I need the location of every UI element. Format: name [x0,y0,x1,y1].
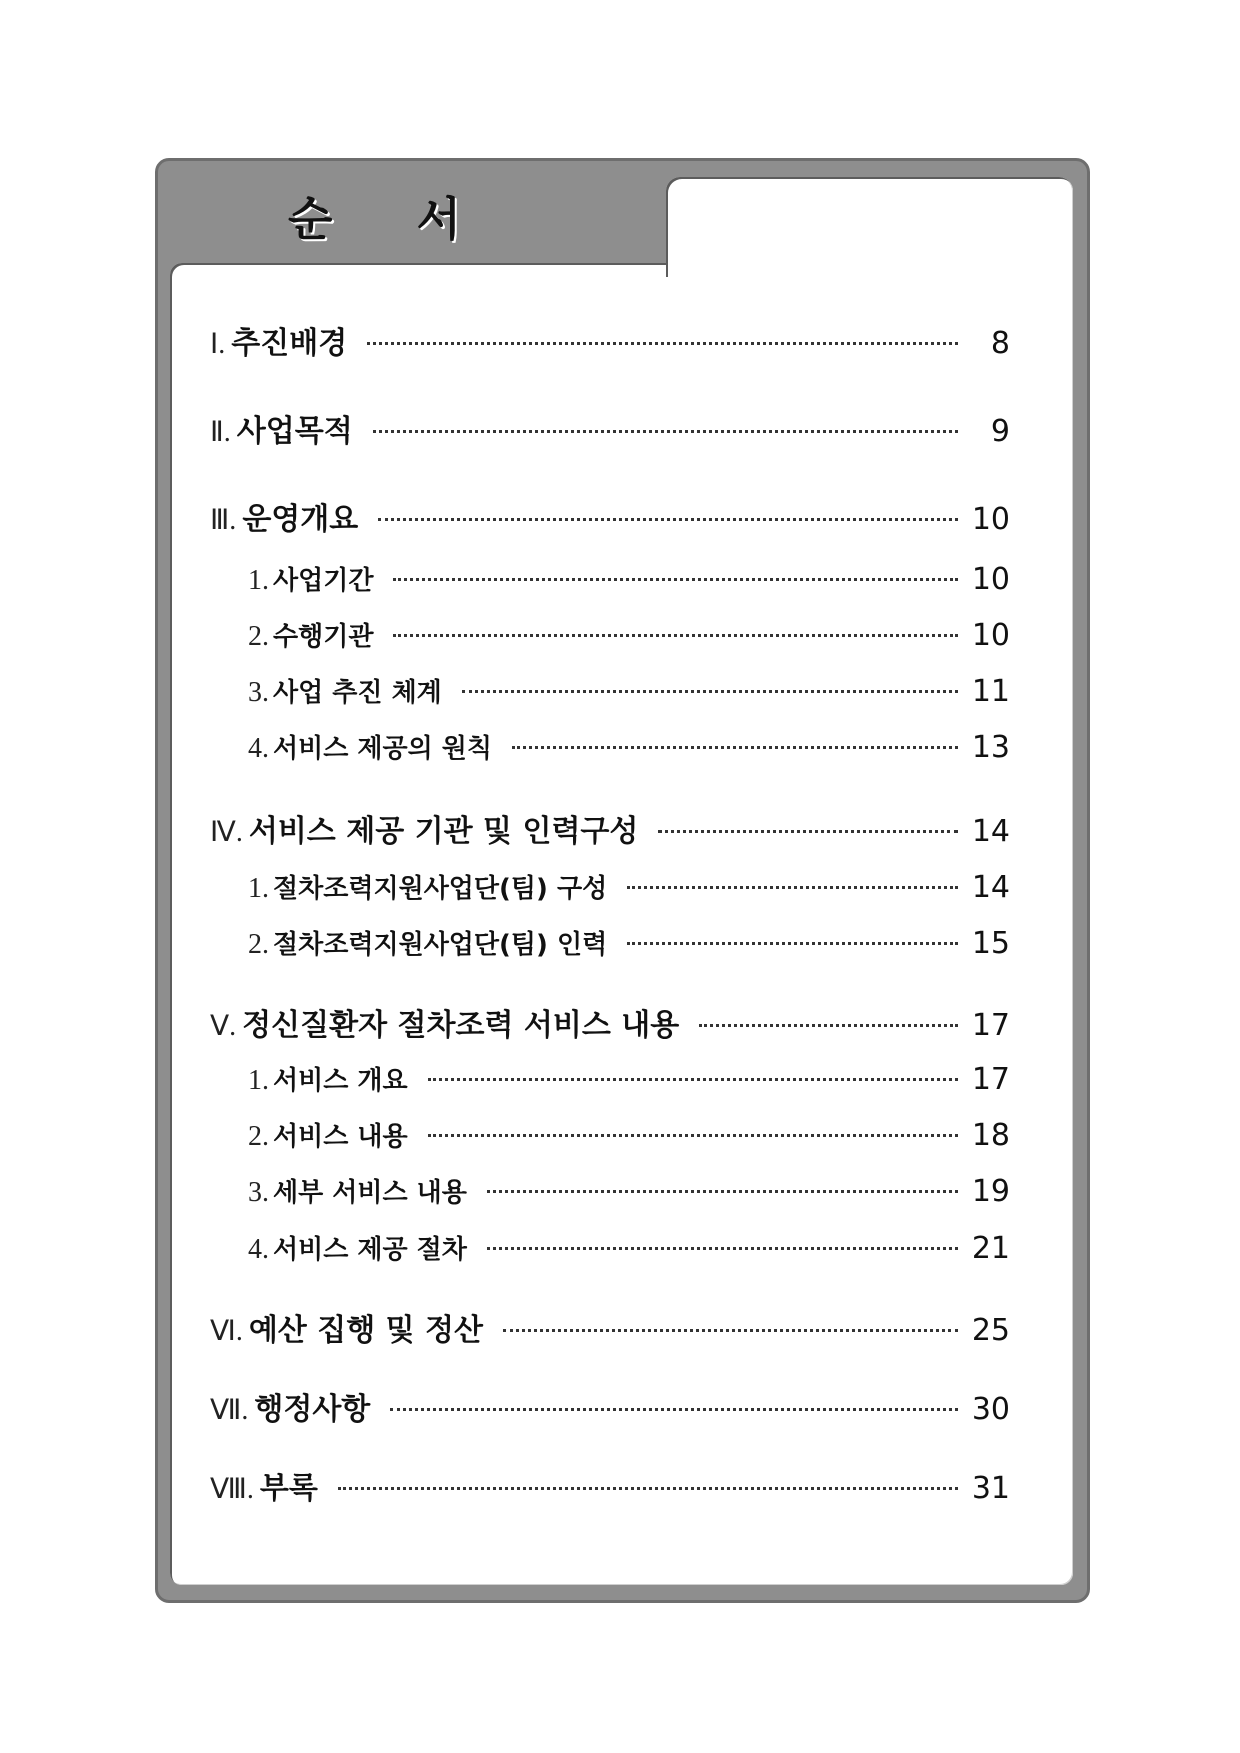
toc-numeral: Ⅷ. [210,1474,254,1505]
toc-numeral: 3. [248,1177,269,1208]
dot-leader [428,1134,958,1137]
toc-entry-8[interactable] [210,1463,1010,1507]
toc-label: 사업기간 [273,566,374,596]
page-title: 순 서 [288,192,495,246]
toc-label: 절차조력지원사업단(팀) 구성 [273,874,608,904]
toc-numeral: Ⅶ. [210,1395,249,1426]
toc-entry-4[interactable] [210,806,1010,850]
dot-leader [428,1078,958,1081]
toc-page: 11 [971,674,1010,709]
toc-page: 14 [971,870,1010,905]
toc-subentry-3-3[interactable] [210,672,1010,709]
toc-subentry-5-1[interactable] [210,1060,1010,1097]
toc-numeral: Ⅲ. [210,505,237,536]
toc-subentry-4-2[interactable] [210,924,1010,961]
toc-page: 9 [990,414,1010,449]
toc-entry-7[interactable] [210,1384,1010,1428]
dot-leader [512,746,958,749]
dot-leader [393,578,957,581]
dot-leader [390,1408,958,1411]
toc-label: 행정사항 [254,1392,371,1427]
toc-numeral: Ⅱ. [210,417,231,448]
dot-leader [503,1329,958,1332]
toc-page: 13 [971,730,1010,765]
toc-numeral: 2. [248,621,269,652]
toc-page: 10 [971,618,1010,653]
dot-leader [627,942,958,945]
toc-label: 서비스 내용 [273,1122,408,1152]
toc-subentry-3-2[interactable] [210,616,1010,653]
toc-label: 서비스 제공 절차 [273,1235,467,1265]
table-of-contents [210,0,1010,1753]
toc-page: 30 [971,1392,1010,1427]
dot-leader [658,830,957,833]
toc-subentry-3-1[interactable] [210,560,1010,597]
toc-entry-5[interactable] [210,1000,1010,1044]
toc-entry-6[interactable] [210,1305,1010,1349]
toc-label: 운영개요 [242,502,359,537]
toc-numeral: 1. [248,873,269,904]
toc-page: 17 [971,1062,1010,1097]
toc-label: 서비스 제공의 원칙 [273,734,493,764]
toc-page: 8 [990,326,1010,361]
toc-numeral: Ⅴ. [210,1011,237,1042]
dot-leader [462,690,958,693]
toc-label: 절차조력지원사업단(팀) 인력 [273,930,608,960]
toc-numeral: 2. [248,929,269,960]
dot-leader [393,634,957,637]
toc-page: 17 [971,1008,1010,1043]
toc-numeral: Ⅰ. [210,329,226,360]
dot-leader [627,886,958,889]
toc-entry-1[interactable] [210,318,1010,362]
toc-page: 18 [971,1118,1010,1153]
toc-label: 수행기관 [273,622,374,652]
toc-page: 10 [971,562,1010,597]
toc-label: 정신질환자 절차조력 서비스 내용 [242,1008,680,1043]
toc-numeral: 1. [248,1065,269,1096]
dot-leader [367,342,958,345]
toc-page: 10 [971,502,1010,537]
toc-numeral: Ⅵ. [210,1316,243,1347]
toc-subentry-3-4[interactable] [210,728,1010,765]
toc-label: 서비스 개요 [273,1066,408,1096]
toc-entry-2[interactable] [210,406,1010,450]
toc-label: 추진배경 [231,326,348,361]
toc-page: 19 [971,1174,1010,1209]
toc-page: 14 [971,814,1010,849]
toc-subentry-5-4[interactable] [210,1229,1010,1266]
toc-label: 부록 [259,1471,318,1506]
dot-leader [378,518,958,521]
toc-numeral: 3. [248,677,269,708]
toc-label: 세부 서비스 내용 [273,1178,467,1208]
toc-label: 사업 추진 체계 [273,678,442,708]
dot-leader [487,1247,958,1250]
toc-page: 25 [971,1313,1010,1348]
toc-label: 사업목적 [236,414,353,449]
toc-subentry-4-1[interactable] [210,868,1010,905]
dot-leader [487,1190,958,1193]
toc-numeral: Ⅳ. [210,817,243,848]
toc-numeral: 1. [248,565,269,596]
dot-leader [373,430,958,433]
dot-leader [699,1024,958,1027]
toc-page: 15 [971,926,1010,961]
toc-entry-3[interactable] [210,494,1010,538]
toc-label: 서비스 제공 기관 및 인력구성 [248,814,639,849]
toc-subentry-5-2[interactable] [210,1116,1010,1153]
toc-page: 21 [971,1231,1010,1266]
dot-leader [338,1487,958,1490]
toc-numeral: 2. [248,1121,269,1152]
toc-numeral: 4. [248,1234,269,1265]
toc-page: 31 [971,1471,1010,1506]
toc-numeral: 4. [248,733,269,764]
toc-label: 예산 집행 및 정산 [248,1313,484,1348]
toc-subentry-5-3[interactable] [210,1172,1010,1209]
